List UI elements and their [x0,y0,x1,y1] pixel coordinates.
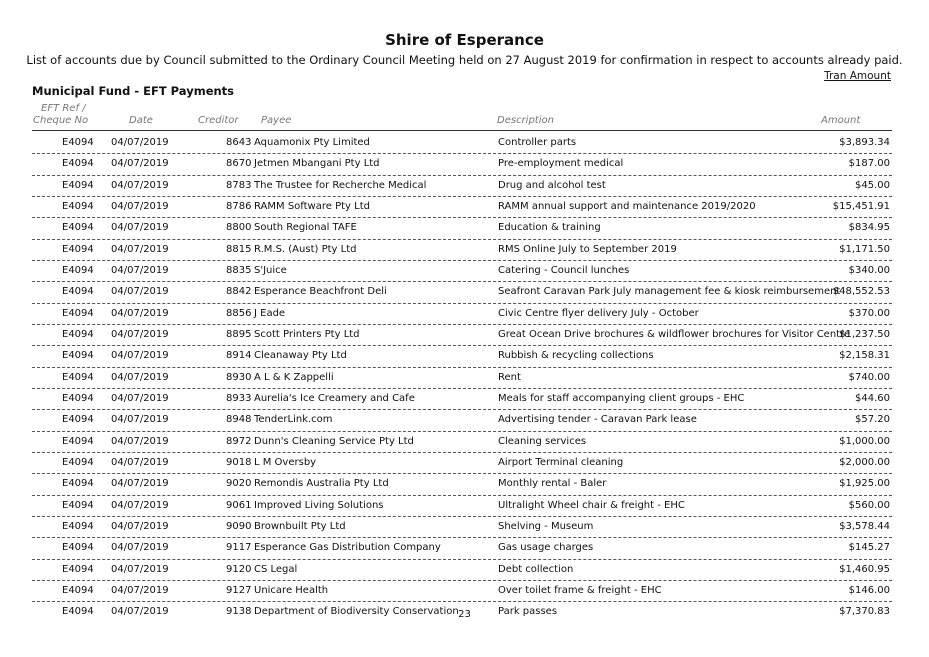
row-creditor: 9020 [226,478,252,490]
row-date: 04/07/2019 [111,200,169,212]
document-title: Shire of Esperance [385,31,544,49]
row-ref: E4094 [62,243,94,255]
row-description: Debt collection [498,563,574,575]
row-creditor: 8856 [226,307,252,319]
row-ref: E4094 [62,200,94,212]
row-date: 04/07/2019 [111,179,169,191]
row-ref: E4094 [62,158,94,170]
table-row [32,453,892,474]
page-number: 23 [458,609,471,620]
document-subtitle: List of accounts due by Council submitted to the Ordinary Council Meeting held on 27 August 2019 for confirmation in respect to accounts already paid. [26,53,903,67]
row-creditor: 8815 [226,243,252,255]
row-description: Gas usage charges [498,542,594,554]
row-creditor: 8800 [226,222,252,234]
row-amount: $1,925.00 [839,478,890,490]
row-description: Seafront Caravan Park July management fee & kiosk reimbursement [498,286,841,298]
row-amount: $15,451.91 [832,200,890,212]
row-date: 04/07/2019 [111,371,169,383]
table-row [32,133,892,154]
row-amount: $2,158.31 [839,350,890,362]
row-amount: $3,893.34 [839,137,890,148]
row-ref: E4094 [62,478,94,490]
row-description: Rubbish & recycling collections [498,350,654,362]
table-row [32,240,892,261]
row-amount: $340.00 [848,264,890,276]
row-amount: $834.95 [848,222,890,234]
row-payee: The Trustee for Recherche Medical [254,179,427,191]
row-amount: $1,000.00 [839,435,890,447]
table-row [32,410,892,431]
row-payee: R.M.S. (Aust) Pty Ltd [254,243,357,255]
row-date: 04/07/2019 [111,328,169,340]
row-ref: E4094 [62,520,94,532]
row-description: Airport Terminal cleaning [498,456,624,468]
row-ref: E4094 [62,307,94,319]
row-amount: $740.00 [848,371,890,383]
row-amount: $370.00 [848,307,890,319]
row-ref: E4094 [62,414,94,426]
row-payee: Jetmen Mbangani Pty Ltd [254,158,380,170]
row-ref: E4094 [62,499,94,511]
row-date: 04/07/2019 [111,307,169,319]
row-payee: TenderLink.com [254,414,333,426]
table-row [32,432,892,453]
row-creditor: 8948 [226,414,252,426]
row-description: Rent [498,371,521,383]
row-creditor: 8670 [226,158,252,170]
row-date: 04/07/2019 [111,222,169,234]
row-amount: $3,578.44 [839,520,890,532]
row-description: Ultralight Wheel chair & freight - EHC [498,499,685,511]
row-payee: J Eade [254,307,286,319]
row-creditor: 8914 [226,350,252,362]
row-creditor: 9061 [226,499,252,511]
row-creditor: 9127 [226,584,252,596]
row-description: Meals for staff accompanying client groups - EHC [498,392,745,404]
table-row [32,154,892,175]
row-payee: Department of Biodiversity Conservation [254,606,459,618]
column-header-date: Date [129,115,153,126]
table-row [32,197,892,218]
table-row [32,517,892,538]
row-description: RAMM annual support and maintenance 2019/2020 [498,200,756,212]
row-creditor: 9018 [226,456,252,468]
row-description: Monthly rental - Baler [498,478,607,490]
row-amount: $57.20 [855,414,890,426]
row-payee: Improved Living Solutions [254,499,384,511]
row-ref: E4094 [62,606,94,618]
row-amount: $1,460.95 [839,563,890,575]
table-row [32,368,892,389]
row-date: 04/07/2019 [111,392,169,404]
row-date: 04/07/2019 [111,264,169,276]
row-amount: $7,370.83 [839,606,890,618]
row-amount: $187.00 [848,158,890,170]
row-payee: South Regional TAFE [254,222,357,234]
row-creditor: 8930 [226,371,252,383]
row-payee: RAMM Software Pty Ltd [254,200,370,212]
payments-table [32,133,892,623]
row-amount: $146.00 [848,584,890,596]
table-row [32,389,892,410]
row-amount: $1,237.50 [839,328,890,340]
row-creditor: 8786 [226,200,252,212]
row-date: 04/07/2019 [111,137,169,148]
row-ref: E4094 [62,350,94,362]
row-amount: $145.27 [848,542,890,554]
row-ref: E4094 [62,286,94,298]
row-date: 04/07/2019 [111,435,169,447]
row-payee: Esperance Beachfront Deli [254,286,387,298]
table-row [32,560,892,581]
row-creditor: 8643 [226,137,252,148]
table-row [32,581,892,602]
row-amount: $48,552.53 [832,286,890,298]
row-ref: E4094 [62,264,94,276]
row-amount: $560.00 [848,499,890,511]
row-description: Park passes [498,606,558,618]
row-ref: E4094 [62,137,94,148]
row-creditor: 8842 [226,286,252,298]
row-description: Education & training [498,222,601,234]
row-creditor: 9138 [226,606,252,618]
row-payee: S'Juice [254,264,287,276]
row-date: 04/07/2019 [111,350,169,362]
row-description: Over toilet frame & freight - EHC [498,584,662,596]
row-payee: Dunn's Cleaning Service Pty Ltd [254,435,414,447]
row-payee: L M Oversby [254,456,317,468]
table-row [32,304,892,325]
fund-heading: Municipal Fund - EFT Payments [32,84,235,98]
row-ref: E4094 [62,584,94,596]
row-amount: $45.00 [855,179,890,191]
row-ref: E4094 [62,542,94,554]
row-ref: E4094 [62,222,94,234]
column-header-ref-line2: Cheque No [33,115,89,126]
row-payee: Esperance Gas Distribution Company [254,542,441,554]
row-creditor: 9120 [226,563,252,575]
table-row [32,176,892,197]
column-header-ref-line1: EFT Ref / [41,103,86,114]
row-description: Advertising tender - Caravan Park lease [498,414,697,426]
row-amount: $2,000.00 [839,456,890,468]
row-date: 04/07/2019 [111,456,169,468]
row-creditor: 8895 [226,328,252,340]
column-header-payee: Payee [261,115,292,126]
row-payee: CS Legal [254,563,298,575]
row-description: Shelving - Museum [498,520,594,532]
table-row [32,282,892,303]
row-payee: Unicare Health [254,584,329,596]
table-row [32,346,892,367]
row-ref: E4094 [62,456,94,468]
row-creditor: 8933 [226,392,252,404]
row-date: 04/07/2019 [111,158,169,170]
row-description: Controller parts [498,137,577,148]
table-row [32,474,892,495]
header-rule [32,130,892,131]
row-payee: Brownbuilt Pty Ltd [254,520,346,532]
row-payee: Cleanaway Pty Ltd [254,350,347,362]
table-row [32,261,892,282]
row-payee: Remondis Australia Pty Ltd [254,478,389,490]
row-description: Civic Centre flyer delivery July - October [498,307,699,319]
row-creditor: 9117 [226,542,252,554]
row-description: Cleaning services [498,435,587,447]
table-row [32,538,892,559]
table-row [32,218,892,239]
row-creditor: 8783 [226,179,252,191]
row-amount: $1,171.50 [839,243,890,255]
row-date: 04/07/2019 [111,520,169,532]
table-row [32,325,892,346]
row-payee: A L & K Zappelli [254,371,334,383]
column-header-creditor: Creditor [198,115,239,126]
column-header-description: Description [497,115,554,126]
row-date: 04/07/2019 [111,542,169,554]
row-payee: Aquamonix Pty Limited [254,137,370,148]
row-date: 04/07/2019 [111,414,169,426]
row-date: 04/07/2019 [111,584,169,596]
row-description: Drug and alcohol test [498,179,606,191]
row-date: 04/07/2019 [111,499,169,511]
row-description: Catering - Council lunches [498,264,630,276]
row-creditor: 8972 [226,435,252,447]
row-creditor: 8835 [226,264,252,276]
column-header-amount: Amount [821,115,861,126]
row-ref: E4094 [62,435,94,447]
row-date: 04/07/2019 [111,563,169,575]
row-ref: E4094 [62,563,94,575]
row-description: Great Ocean Drive brochures & wildflower brochures for Visitor Centre [498,328,851,340]
row-payee: Scott Printers Pty Ltd [254,328,360,340]
row-description: Pre-employment medical [498,158,624,170]
row-amount: $44.60 [855,392,890,404]
row-date: 04/07/2019 [111,606,169,618]
row-date: 04/07/2019 [111,286,169,298]
row-date: 04/07/2019 [111,478,169,490]
row-ref: E4094 [62,179,94,191]
row-description: RMS Online July to September 2019 [498,243,677,255]
row-ref: E4094 [62,328,94,340]
row-payee: Aurelia's Ice Creamery and Cafe [254,392,415,404]
tran-amount-label: Tran Amount [824,70,891,82]
row-ref: E4094 [62,392,94,404]
row-ref: E4094 [62,371,94,383]
row-date: 04/07/2019 [111,243,169,255]
row-creditor: 9090 [226,520,252,532]
table-row [32,496,892,517]
